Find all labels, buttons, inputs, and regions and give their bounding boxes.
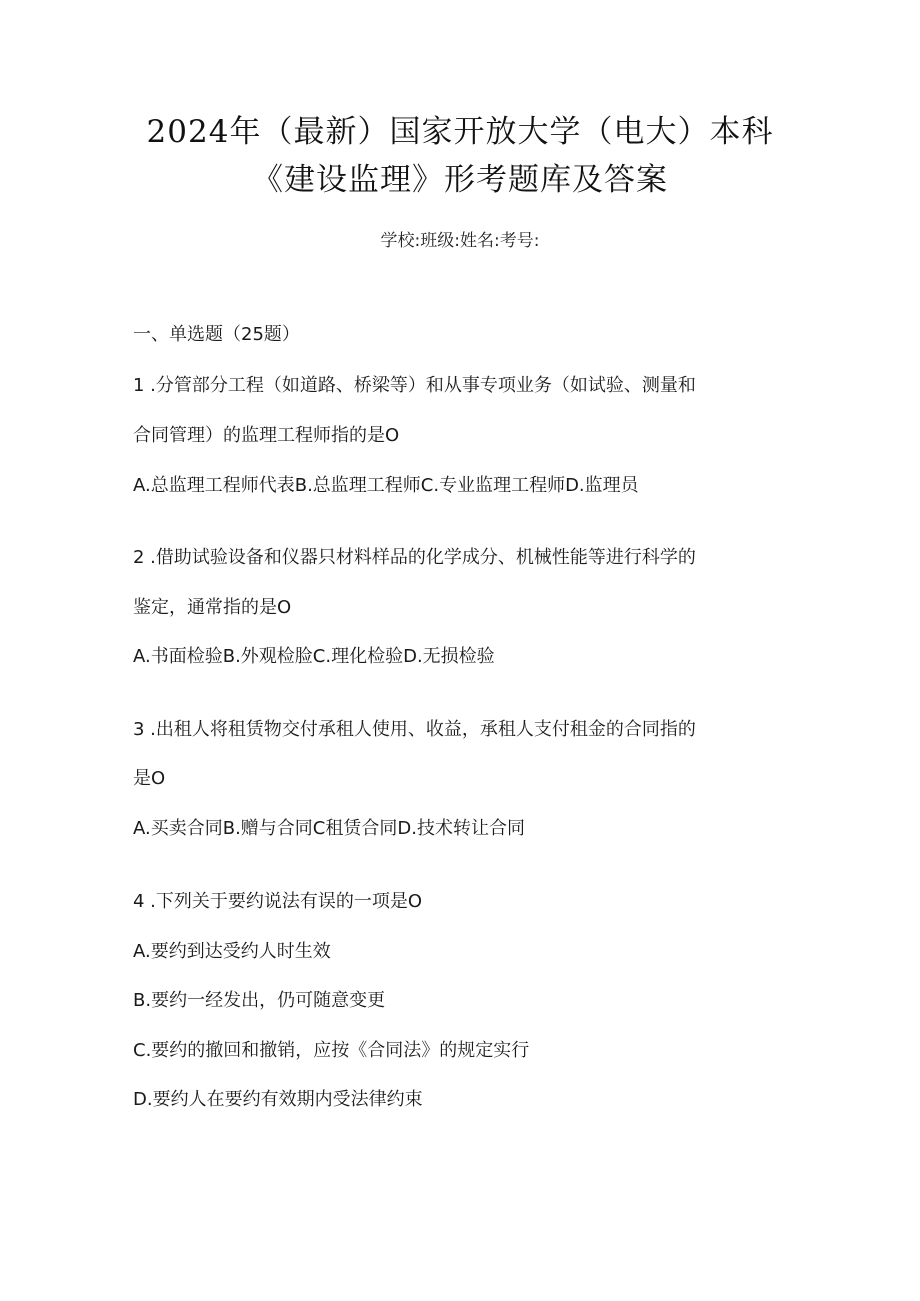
question-1-options: A.总监理工程师代表B.总监理工程师C.专业监理工程师D.监理员 [133, 475, 639, 496]
student-info-line: 学校:班级:姓名:考号: [380, 231, 540, 251]
question-2-options: A.书面检验B.外观检脸C.理化检验D.无损检验 [133, 646, 495, 667]
question-1-stem-line-1: 1 .分管部分工程（如道路、桥梁等）和从事专项业务（如试验、测量和 [133, 375, 696, 396]
document-title-line-1: 2024年（最新）国家开放大学（电大）本科 [146, 114, 774, 150]
question-4-option-b: B.要约一经发出，仍可随意变更 [133, 990, 386, 1011]
question-1-stem-line-2: 合同管理）的监理工程师指的是O [133, 425, 400, 446]
question-3-stem-line-2: 是O [133, 768, 166, 789]
question-2-stem-line-1: 2 .借助试验设备和仪器只材料样品的化学成分、机械性能等进行科学的 [133, 547, 696, 568]
document-title-line-2: 《建设监理》形考题库及答案 [252, 162, 668, 198]
section-heading: 一、单选题（25题） [133, 324, 300, 345]
question-4-option-a: A.要约到达受约人时生效 [133, 941, 331, 962]
question-4-option-c: C.要约的撤回和撤销，应按《合同法》的规定实行 [133, 1040, 530, 1061]
question-4-option-d: D.要约人在要约有效期内受法律约束 [133, 1089, 423, 1110]
question-2-stem-line-2: 鉴定，通常指的是O [133, 597, 292, 618]
question-3-stem-line-1: 3 .出租人将租赁物交付承租人使用、收益，承租人支付租金的合同指的 [133, 719, 696, 740]
question-3-options: A.买卖合同B.赠与合同C租赁合同D.技术转让合同 [133, 818, 525, 839]
question-4-stem: 4 .下列关于要约说法有误的一项是O [133, 891, 423, 912]
